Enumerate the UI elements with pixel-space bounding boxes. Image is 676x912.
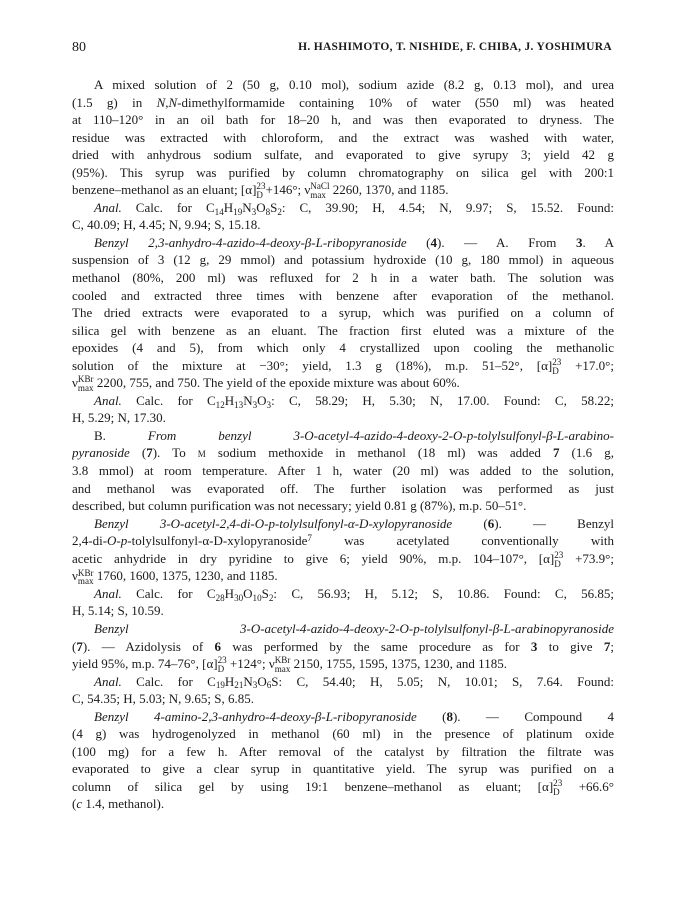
text-line: at 110–120° in an oil bath for 18–20 h, and was then evaporated to dryness. The (72, 112, 614, 128)
text-line: (c 1.4, methanol). (72, 796, 165, 812)
text-line: Anal. Calc. for $C_{28}H_{30}O_{10}S_2$: C, 56.93; H, 5.12; S, 10.86. Found: C, 56.85; (94, 585, 614, 603)
section-heading-line: B. From benzyl 3-O-acetyl-4-azido-4-deoxy-2-O-p-tolylsulfonyl-β-L-arabino- (94, 427, 614, 443)
text-line: The dried extracts were evaporated to a syrup, which was purified on a column of (72, 305, 614, 321)
analysis-3 (72, 585, 614, 620)
paragraph-method-b (72, 427, 614, 515)
text-line: C, 54.35; H, 5.03; N, 9.65; S, 6.85. (72, 691, 255, 707)
text-line: ν KBr max 1760, 1600, 1375, 1230, and 1185. (72, 567, 278, 585)
running-head-authors: H. HASHIMOTO, T. NISHIDE, F. CHIBA, J. YOSHIMURA (298, 41, 612, 53)
analysis-2 (72, 392, 614, 427)
paragraph-azide-reaction (72, 76, 614, 199)
article-body (72, 76, 614, 813)
text-line: A mixed solution of 2 (50 g, 0.10 mol), sodium azide (8.2 g, 0.13 mol), and urea (94, 77, 614, 92)
text-line: (1.5 g) in N,N-dimethylformamide containing 10% of water (550 ml) was heated (72, 94, 614, 110)
text-line: evaporated to give a clear syrup in quantitative yield. The syrup was purified on a (72, 761, 614, 777)
section-heading-line: Benzyl 3-O-acetyl-4-azido-4-deoxy-2-O-p-tolylsulfonyl-β-L-arabinopyranoside (94, 620, 614, 636)
text-line: residue was extracted with chloroform, and the extract was washed with water, (72, 129, 614, 145)
text-line: (95%). This syrup was purified by column chromatography on silica gel with 200:1 (72, 164, 614, 180)
page-number: 80 (72, 40, 86, 55)
text-line: Anal. Calc. for $C_{12}H_{13}N_3O_3$: C, 58.29; H, 5.30; N, 17.00. Found: C, 58.22; (94, 392, 614, 410)
text-line: suspension of 3 (12 g, 29 mmol) and potassium hydroxide (10 g, 180 mmol) in aqueous (72, 252, 614, 268)
text-line: (100 mg) for a few h. After removal of the catalyst by filtration the filtrate was (72, 743, 614, 759)
text-line: silica gel with benzene as an eluant. The fraction first eluted was a mixture of the (72, 322, 614, 338)
text-line: Anal. Calc. for $C_{14}H_{19}N_3O_8S_2$: C, 39.90; H, 4.54; N, 9.97; S, 15.52. Found: (94, 199, 614, 217)
text-line: described, but column purification was not necessary; yield 0.81 g (87%), m.p. 50–51°. (72, 498, 527, 514)
text-line: (7). — Azidolysis of 6 was performed by the same procedure as for 3 to give 7; (72, 638, 614, 654)
text-line: solution of the mixture at −30°; yield, 1.3 g (18%), m.p. 51–52°, [α] 23 D +17.0°; (72, 356, 614, 375)
paragraph-compound-7 (72, 620, 614, 673)
running-header (72, 40, 612, 58)
text-line: H, 5.29; N, 17.30. (72, 410, 166, 426)
section-heading-line: Benzyl 3-O-acetyl-2,4-di-O-p-tolylsulfonyl-α-D-xylopyranoside (6). — Benzyl (94, 515, 614, 531)
text-line: H, 5.14; S, 10.59. (72, 603, 164, 619)
text-line: Anal. Calc. for $C_{19}H_{21}N_3O_6S$: C, 54.40; H, 5.05; N, 10.01; S, 7.64. Found: (94, 673, 614, 691)
paragraph-compound-6 (72, 515, 614, 585)
text-line: pyranoside (7). To m sodium methoxide in methanol (18 ml) was added 7 (1.6 g, (72, 445, 614, 461)
text-line: (4 g) was hydrogenolyzed in methanol (60 ml) in the presence of platinum oxide (72, 726, 614, 742)
paragraph-compound-8 (72, 708, 614, 813)
section-heading-line: Benzyl 2,3-anhydro-4-azido-4-deoxy-β-L-ribopyranoside (4). — A. From 3. A (94, 234, 614, 250)
analysis-4 (72, 673, 614, 708)
text-line: ν KBr max 2200, 755, and 750. The yield of the epoxide mixture was about 60%. (72, 374, 460, 392)
text-line: methanol (80%, 200 ml) was refluxed for 2 h in a water bath. The solution was (72, 270, 614, 286)
text-line: column of silica gel by using 19:1 benzene–methanol as eluant; [α] 23 D +66.6° (72, 778, 614, 796)
text-line: dried with anhydrous sodium sulfate, and evaporated to give syrupy 3; yield 42 g (72, 147, 614, 163)
paragraph-epoxide-4 (72, 234, 614, 392)
text-line: epoxides (4 and 5), from which only 4 crystallized upon cooling the methanolic (72, 340, 614, 356)
text-line: yield 95%, m.p. 74–76°, [α] 23 D +124°; ν KBr max 2150, 1755, 1595, 1375, 1230, and 1185. (72, 655, 507, 673)
section-heading-line: Benzyl 4-amino-2,3-anhydro-4-deoxy-β-L-ribopyranoside (8). — Compound 4 (94, 708, 614, 724)
text-line: 3.8 mmol) at room temperature. After 1 h, water (20 ml) was added to the solution, (72, 463, 614, 479)
text-line: 2,4-di-O-p-tolylsulfonyl-α-D-xylopyranoside$^7$ was acetylated conventionally with (72, 533, 614, 549)
text-line: acetic anhydride in dry pyridine to give 6; yield 90%, m.p. 104–107°, [α] 23 D +73.9°; (72, 549, 614, 568)
text-line: and methanol was evaporated off. The further isolation was performed as just (72, 480, 614, 496)
analysis-1 (72, 199, 614, 234)
text-line: benzene–methanol as an eluant; [α] 23 D +146°; ν NaCl max 2260, 1370, and 1185. (72, 181, 449, 199)
text-line: cooled and extracted three times with benzene after evaporation of the methanol. (72, 287, 614, 303)
text-line: C, 40.09; H, 4.45; N, 9.94; S, 15.18. (72, 217, 261, 233)
